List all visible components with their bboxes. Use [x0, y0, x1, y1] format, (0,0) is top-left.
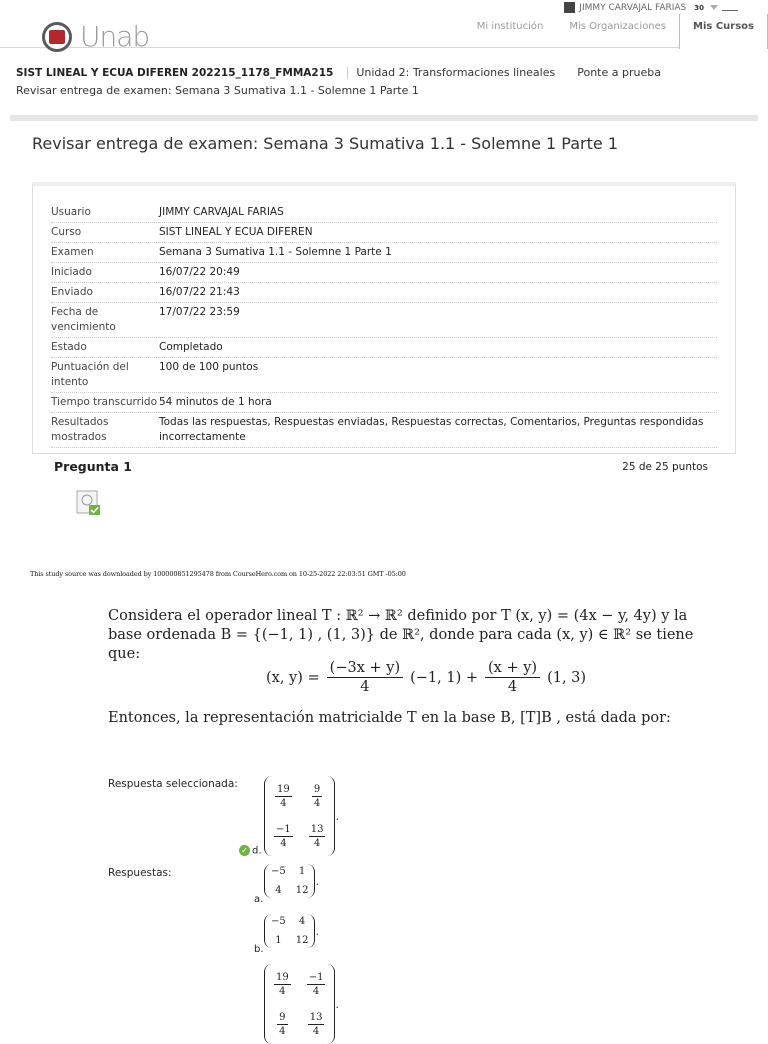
- selected-answer-matrix: $\frac{19}{4}$ $\frac{9}{4}$ $\frac{-1}{4}$ $\frac{13}{4}$ .: [264, 776, 339, 856]
- matrix-cell: 4: [313, 797, 321, 809]
- divider: [10, 115, 758, 121]
- check-icon: ✓: [239, 845, 250, 856]
- summary-value: Todas las respuestas, Respuestas enviadas, Respuestas correctas, Comentarios, Preguntas respondidas incorrectamente: [159, 413, 717, 448]
- summary-key: Iniciado: [51, 263, 159, 283]
- eq-f1-num: (−3x + y): [327, 660, 403, 678]
- summary-key: Curso: [51, 223, 159, 243]
- table-row: [51, 263, 717, 283]
- table-row: [51, 283, 717, 303]
- summary-value: JIMMY CARVAJAL FARIAS: [159, 203, 717, 223]
- matrix-cell: 13: [309, 1011, 323, 1023]
- logo-text: Unab: [80, 20, 150, 53]
- question-title: Pregunta 1: [54, 459, 133, 474]
- logo-emblem-icon: [42, 22, 72, 52]
- matrix-cell: 12: [295, 935, 309, 946]
- selected-option-letter: d.: [252, 845, 262, 857]
- summary-key: Examen: [51, 243, 159, 263]
- matrix-cell: 4: [312, 1025, 320, 1037]
- source-note: This study source was downloaded by 100000851295478 from CourseHero.com on 10-25-2022 22:03:51 GMT -05:00: [30, 570, 406, 578]
- matrix-cell: 9: [279, 1011, 286, 1023]
- nav-mis-organizaciones[interactable]: Mis Organizaciones: [569, 21, 667, 32]
- table-row: [51, 338, 717, 358]
- selected-answer-label: Respuesta seleccionada:: [108, 778, 238, 790]
- question-equation: [266, 660, 586, 695]
- eq-lhs: (x, y) =: [266, 669, 320, 686]
- eq-f1-den: 4: [360, 679, 370, 695]
- logo[interactable]: [42, 22, 149, 52]
- table-row: [51, 243, 717, 263]
- main-nav: [464, 14, 768, 48]
- matrix-cell: −5: [271, 916, 286, 927]
- matrix-cell: 13: [310, 823, 324, 835]
- eq-mid: (−1, 1) +: [410, 669, 479, 686]
- matrix-cell: −1: [276, 823, 291, 835]
- attempt-summary-table: [51, 203, 717, 448]
- summary-key: Estado: [51, 338, 159, 358]
- eq-f2-den: 4: [507, 679, 518, 695]
- breadcrumb-unit[interactable]: Unidad 2: Transformaciones lineales: [356, 66, 556, 79]
- option-b-matrix: −5 4 1 12 .: [264, 914, 319, 948]
- summary-key: Usuario: [51, 203, 159, 223]
- page-title: Revisar entrega de examen: Semana 3 Sumativa 1.1 - Solemne 1 Parte 1: [32, 134, 618, 153]
- summary-key: Resultados mostrados: [51, 413, 159, 448]
- question-score: 25 de 25 puntos: [622, 461, 708, 473]
- matrix-cell: −1: [308, 971, 324, 983]
- matrix-cell: 19: [276, 971, 289, 983]
- matrix-cell: 4: [312, 985, 320, 997]
- table-row: [51, 303, 717, 338]
- summary-value: Completado: [159, 338, 717, 358]
- summary-value: 100 de 100 puntos: [159, 358, 717, 393]
- matrix-cell: 4: [280, 797, 287, 809]
- summary-value: 16/07/22 21:43: [159, 283, 717, 303]
- matrix-cell: 9: [313, 783, 321, 795]
- selected-option: [239, 845, 262, 857]
- matrix-cell: 1: [275, 935, 282, 946]
- question-statement: Considera el operador lineal T : ℝ² → ℝ² definido por T (x, y) = (4x − y, 4y) y la base ordenada B = {(−1, 1) , (1, 3)} de ℝ², donde para cada (x, y) ∈ ℝ² se tiene que:: [108, 608, 694, 662]
- avatar: [564, 2, 575, 13]
- eq-f2-num: (x + y): [485, 660, 540, 678]
- table-row: [51, 223, 717, 243]
- summary-key: Puntuación del intento: [51, 358, 159, 393]
- user-menu[interactable]: [564, 2, 738, 13]
- table-row: [51, 203, 717, 223]
- matrix-cell: 1: [298, 866, 306, 877]
- matrix-cell: 19: [277, 783, 290, 795]
- correct-answer-icon: [76, 490, 102, 516]
- matrix-cell: 4: [298, 916, 306, 927]
- menu-line-icon: [722, 5, 738, 11]
- user-name: JIMMY CARVAJAL FARIAS: [579, 2, 687, 13]
- summary-value: 54 minutos de 1 hora: [159, 393, 717, 413]
- nav-mi-institucion[interactable]: Mi institución: [476, 21, 544, 32]
- nav-mis-cursos[interactable]: Mis Cursos: [679, 14, 768, 49]
- breadcrumb: [16, 66, 768, 97]
- eq-fraction-2: [485, 660, 540, 695]
- attempt-summary-panel: [32, 182, 736, 454]
- matrix-cell: 4: [280, 837, 287, 849]
- breadcrumb-current: Revisar entrega de examen: Semana 3 Sumativa 1.1 - Solemne 1 Parte 1: [16, 84, 419, 97]
- option-a-letter: a.: [254, 894, 264, 905]
- matrix-cell: 12: [295, 885, 309, 896]
- answers-label: Respuestas:: [108, 867, 172, 879]
- breadcrumb-course[interactable]: SIST LINEAL Y ECUA DIFEREN 202215_1178_FMMA215: [16, 67, 348, 79]
- matrix-cell: 4: [313, 837, 321, 849]
- table-row: [51, 413, 717, 448]
- notification-count[interactable]: 30: [694, 3, 704, 12]
- chevron-down-icon[interactable]: [710, 5, 718, 10]
- table-row: [51, 393, 717, 413]
- summary-key: Fecha de vencimiento: [51, 303, 159, 338]
- eq-fraction-1: [327, 660, 403, 695]
- option-a-matrix: −5 1 4 12 .: [264, 864, 319, 898]
- summary-key: Enviado: [51, 283, 159, 303]
- breadcrumb-test[interactable]: Ponte a prueba: [577, 66, 661, 79]
- summary-value: 16/07/22 20:49: [159, 263, 717, 283]
- option-c-matrix: $\frac{19}{4}$ $\frac{-1}{4}$ $\frac{9}{4}$ $\frac{13}{4}$ .: [264, 964, 339, 1044]
- matrix-cell: 4: [275, 885, 282, 896]
- summary-value: SIST LINEAL Y ECUA DIFEREN: [159, 223, 717, 243]
- matrix-cell: −5: [271, 866, 286, 877]
- top-header: [0, 14, 768, 53]
- table-row: [51, 358, 717, 393]
- option-b-letter: b.: [254, 944, 264, 955]
- eq-end: (1, 3): [547, 669, 587, 686]
- matrix-cell: 4: [279, 1025, 286, 1037]
- summary-value: Semana 3 Sumativa 1.1 - Solemne 1 Parte 1: [159, 243, 717, 263]
- summary-key: Tiempo transcurrido: [51, 393, 159, 413]
- summary-value: 17/07/22 23:59: [159, 303, 717, 338]
- matrix-cell: 4: [279, 985, 286, 997]
- question-statement-2: Entonces, la representación matricialde T en la base B, [T]B , está dada por:: [108, 710, 671, 726]
